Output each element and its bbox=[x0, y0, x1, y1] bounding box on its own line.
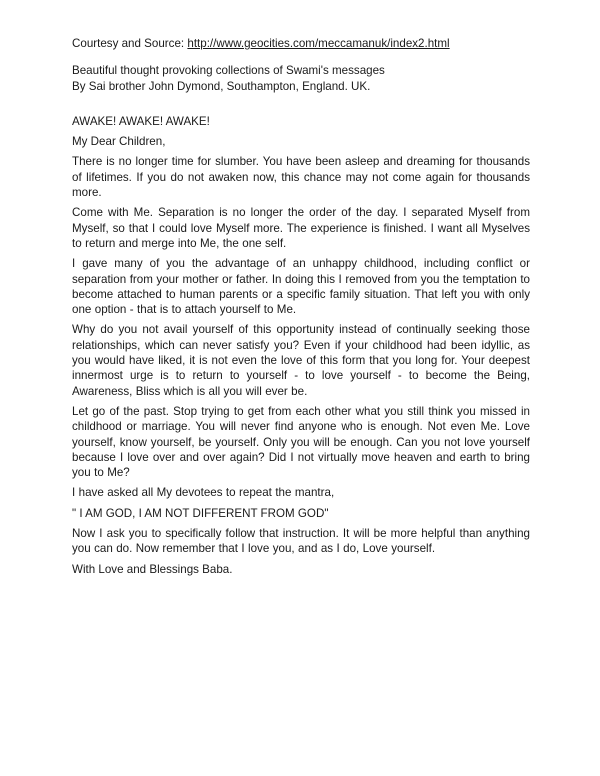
letter-heading: AWAKE! AWAKE! AWAKE! bbox=[72, 114, 210, 128]
intro-line-1: Beautiful thought provoking collections of Swami's messages bbox=[72, 64, 385, 78]
source-prefix: Courtesy and Source: bbox=[72, 37, 185, 50]
letter-paragraph-4: Why do you not avail yourself of this opportunity instead of continually seeking those relationships, which can never satisfy you? Even if your childhood had been idyllic, as you would have liked, it is not even the love of this form that you long for. Your deepest innermost urge is to return to yourself - to love yourself - to become the Being, Awareness, Bliss which is all you will ever be. bbox=[72, 323, 530, 398]
letter-paragraph-2: Come with Me. Separation is no longer the order of the day. I separated Myself from Myself, so that I could love Myself more. The experience is finished. I want all Myselves to return and merge into Me, the one self. bbox=[72, 206, 530, 250]
intro-line-2: By Sai brother John Dymond, Southampton, England. UK. bbox=[72, 79, 371, 93]
letter-salutation: My Dear Children, bbox=[72, 135, 166, 149]
source-url-link[interactable]: http://www.geocities.com/meccamanuk/index2.html bbox=[187, 37, 450, 50]
document-page bbox=[72, 36, 530, 577]
intro-block bbox=[72, 63, 530, 94]
letter-paragraph-6: I have asked all My devotees to repeat the mantra, bbox=[72, 486, 335, 500]
letter-paragraph-3: I gave many of you the advantage of an unhappy childhood, including conflict or separation from your mother or father. In doing this I removed from you the temptation to become attached to human parents or a specific family situation. That left you with only one option - that is to attach yourself to Me. bbox=[72, 257, 530, 317]
letter-paragraph-after-mantra: Now I ask you to specifically follow that instruction. It will be more helpful than anything you can do. Now remember that I love you, and as I do, Love yourself. bbox=[72, 527, 530, 556]
letter-paragraph-1: There is no longer time for slumber. You have been asleep and dreaming for thousands of lifetimes. If you do not awaken now, this chance may not come again for thousands more. bbox=[72, 155, 530, 200]
letter-closing: With Love and Blessings Baba. bbox=[72, 562, 233, 576]
source-credit bbox=[72, 36, 530, 51]
mantra-line: " I AM GOD, I AM NOT DIFFERENT FROM GOD" bbox=[72, 506, 329, 520]
letter-paragraph-5: Let go of the past. Stop trying to get from each other what you still think you missed in childhood or marriage. You will never find anyone who is enough. Not even Me. Love yourself, know yourself, be yourself. Only you will be enough. Can you not love yourself because I love over and over again? Did I not virtually move heaven and earth to bring you to Me? bbox=[72, 404, 530, 480]
